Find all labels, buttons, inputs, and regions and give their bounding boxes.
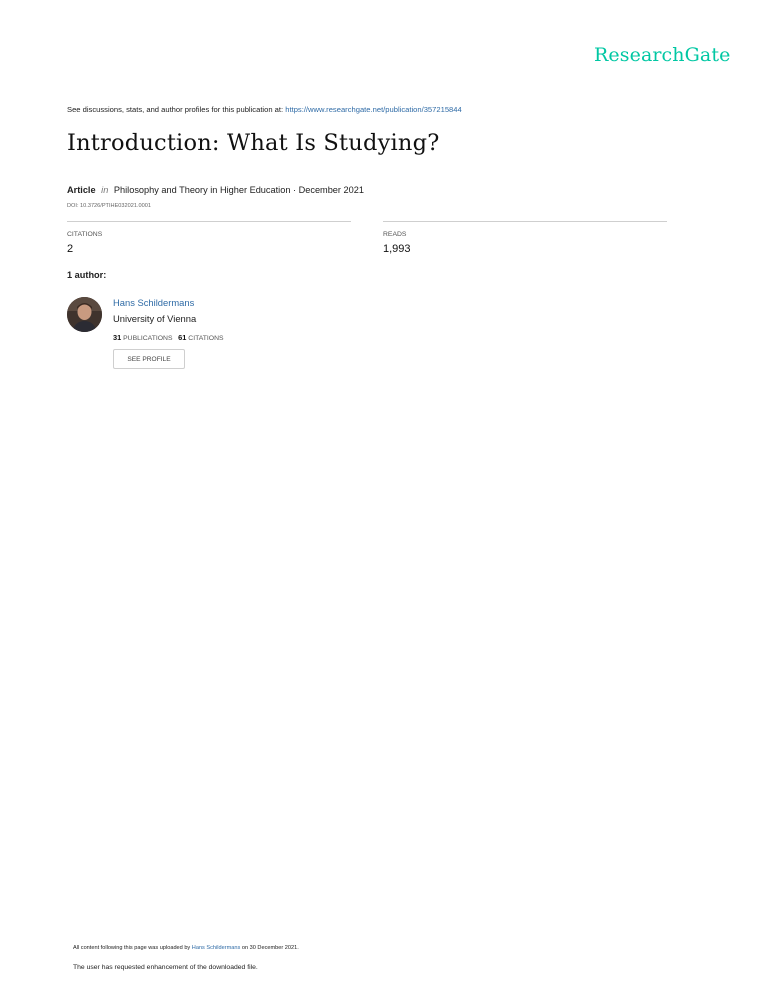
avatar-photo [67,297,102,332]
in-word: in [101,185,109,195]
reads-value: 1,993 [383,243,411,255]
upload-note [73,945,299,951]
author-institution: University of Vienna [113,313,197,324]
publications-count: 31 [113,333,122,342]
publication-meta [67,185,364,195]
enhancement-note: The user has requested enhancement of the downloaded file. [73,964,258,971]
researchgate-logo[interactable]: ResearchGate [594,44,731,66]
publications-label: PUBLICATIONS [123,335,173,342]
author-citations-label: CITATIONS [188,335,224,342]
publication-title: Introduction: What Is Studying? [67,130,440,156]
see-profile-button[interactable]: SEE PROFILE [113,349,185,369]
citations-label: CITATIONS [67,231,103,238]
author-citations-count: 61 [178,333,187,342]
publication-type: Article [67,185,96,195]
upload-prefix: All content following this page was uploaded by [73,945,191,951]
uploader-link[interactable]: Hans Schildermans [191,945,241,951]
publication-url-link[interactable]: https://www.researchgate.net/publication/357215844 [285,105,462,114]
upload-suffix: on 30 December 2021. [241,945,299,951]
reads-label: READS [383,231,407,238]
discussions-text: See discussions, stats, and author profiles for this publication at: [67,105,284,114]
author-avatar[interactable] [67,297,102,332]
reads-divider [383,221,667,222]
discussions-line [67,105,462,114]
citations-value: 2 [67,243,74,255]
journal-and-date: Philosophy and Theory in Higher Education · December 2021 [113,185,364,195]
author-stats [113,333,224,342]
doi: DOI: 10.3726/PTIHE032021.0001 [67,203,151,209]
citations-divider [67,221,351,222]
authors-heading: 1 author: [67,270,107,280]
author-name-link[interactable]: Hans Schildermans [113,297,195,308]
